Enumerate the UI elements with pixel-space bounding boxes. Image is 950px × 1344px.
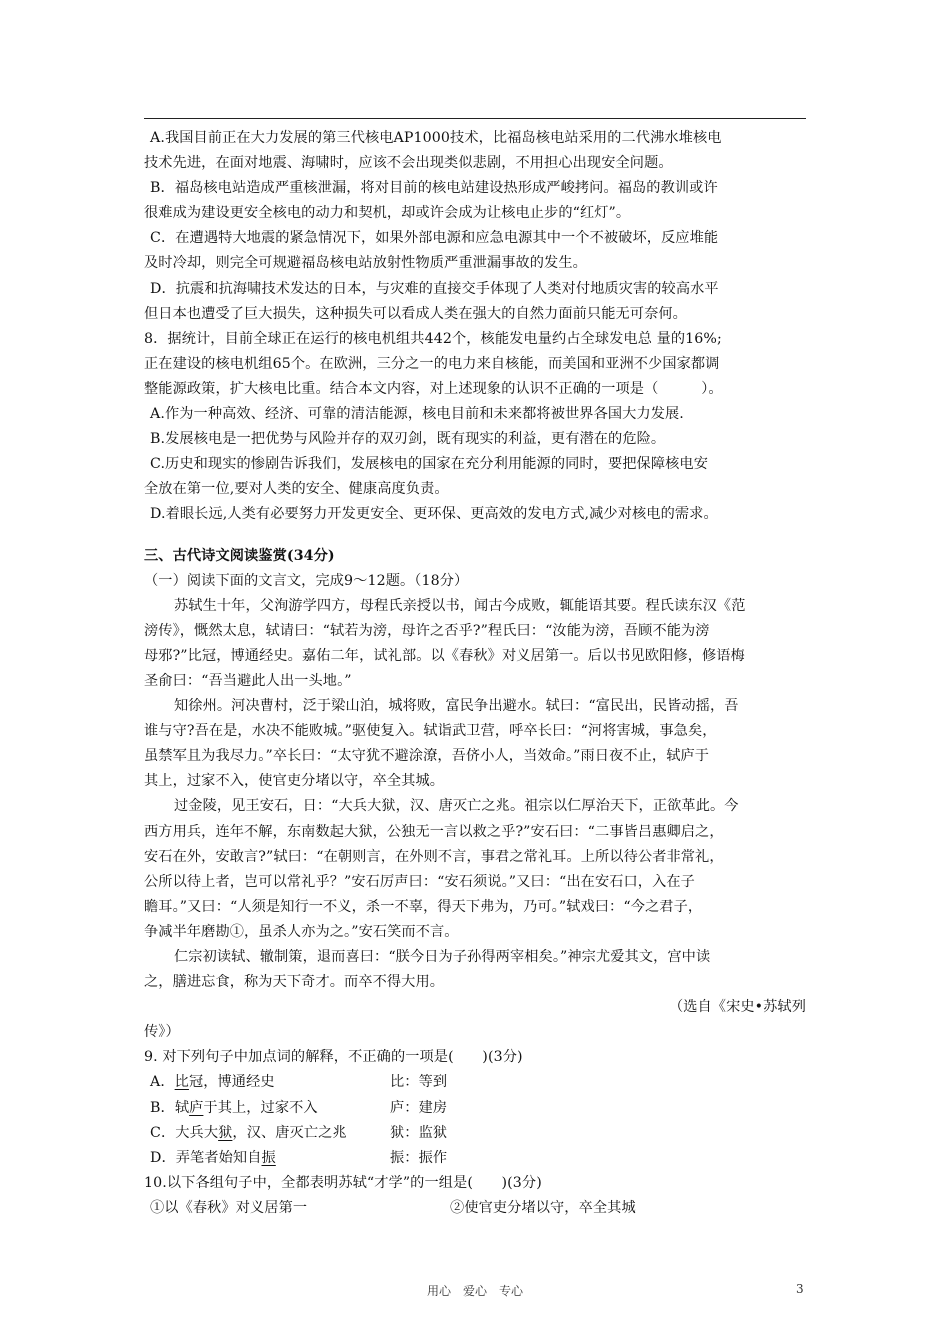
passage-line: 知徐州。河决曹村，泛于梁山泊，城将败，富民争出避水。轼曰：“富民出，民皆动摇，吾 — [174, 698, 739, 715]
q8 — [144, 327, 806, 528]
passage-line: 母邪?”比冠，博通经史。嘉佑二年，试礼部。以《春秋》对义居第一。后以书见欧阳修，修语梅 — [144, 647, 745, 664]
page-number: 3 — [796, 1282, 804, 1296]
dotted-word: 比 — [174, 1074, 189, 1091]
q10-items — [144, 1196, 806, 1221]
passage-line: 仁宗初读轼、辙制策，退而喜曰：“朕今日为子孙得两宰相矣。”神宗尤爱其文，宫中读 — [174, 949, 711, 965]
passage-line: 安石在外，安敢言?”轼曰：“在朝则言，在外则不言，事君之常礼耳。上所以待公者非常礼， — [144, 848, 724, 865]
q9-stem: 9. 对下列句子中加点词的解释，不正确的一项是( )(3分) — [144, 1049, 523, 1066]
q9-option-a — [144, 1070, 806, 1095]
q9-option-d — [144, 1146, 806, 1171]
page-footer: 用心 爱心 专心 — [426, 1284, 523, 1298]
option-text: C．大兵大 — [150, 1124, 219, 1141]
passage-line: 瞻耳。”又曰：“人须是知行一不义，杀一不辜，得天下弗为，乃可。”轼戏曰：“今之君子， — [144, 898, 703, 915]
passage-line: 西方用兵，连年不解，东南数起大狱，公独无一言以救之乎?”安石曰：“二事皆吕惠卿启之， — [144, 823, 724, 840]
q10-item-1: ①以《春秋》对义居第一 — [150, 1199, 308, 1216]
passage-line: 之，膳进忘食，称为天下奇才。而卒不得大用。 — [144, 974, 445, 991]
option-text: A． — [150, 1074, 175, 1091]
q7-line: 技术先进，在面对地震、海啸时，应该不会出现类似悲剧，不用担心出现安全问题。 — [144, 155, 673, 172]
page-content — [144, 126, 806, 1221]
q8-option: B.发展核电是一把优势与风险并存的双刃剑，既有现实的利益，更有潜在的危险。 — [150, 431, 666, 448]
q8-option: C.历史和现实的惨剧告诉我们，发展核电的国家在充分利用能源的同时，要把保障核电安 — [150, 456, 708, 473]
option-text: 冠，博通经史 — [188, 1074, 275, 1091]
q7-line: D．抗震和抗海啸技术发达的日本，与灾难的直接交手体现了人类对付地质灾害的较高水平 — [150, 280, 719, 297]
q8-stem-line: 正在建设的核电机组65个。在欧洲，三分之一的电力来自核能，而美国和亚洲不少国家都调 — [144, 355, 720, 372]
header-rule — [144, 118, 806, 119]
section-title: 三、古代诗文阅读鉴赏(34分) — [144, 547, 335, 564]
passage-source: （选自《宋史•苏轼列 — [668, 999, 806, 1016]
option-explanation: 狱：监狱 — [390, 1124, 448, 1141]
dotted-word: 狱 — [218, 1124, 233, 1141]
passage-line: 谁与守?吾在是，水决不能败城。”驱使复入。轼诣武卫营，呼卒长曰：“河将害城，事急矣， — [144, 723, 717, 740]
option-explanation: 振：振作 — [390, 1149, 448, 1166]
dotted-word: 庐 — [189, 1099, 204, 1116]
q8-stem-line: 整能源政策，扩大核电比重。结合本文内容，对上述现象的认识不正确的一项是（ ）。 — [144, 380, 723, 397]
option-text: B．轼 — [150, 1099, 190, 1116]
section-subtitle: （一）阅读下面的文言文，完成9～12题。（18分） — [144, 572, 469, 589]
passage-line: 争减半年磨勘①，虽杀人亦为之。”安石笑而不言。 — [144, 923, 459, 940]
q7-line: 但日本也遭受了巨大损失，这种损失可以看成人类在强大的自然力面前只能无可奈何。 — [144, 305, 687, 322]
passage-line: 滂传》，慨然太息，轼请曰：“轼若为滂，母许之否乎?”程氏曰：“汝能为滂，吾顾不能为滂 — [144, 622, 710, 639]
q7-line: 及时冷却，则完全可规避福岛核电站放射性物质严重泄漏事故的发生。 — [144, 255, 587, 272]
q7-line: A.我国目前正在大力发展的第三代核电AP1000技术，比福岛核电站采用的二代沸水堆核电 — [150, 130, 722, 146]
option-text: ，汉、唐灭亡之兆 — [232, 1124, 347, 1141]
q7-line: 很难成为建设更安全核电的动力和契机，却或许会成为让核电止步的“红灯”。 — [144, 205, 631, 222]
q7-line: B．福岛核电站造成严重核泄漏，将对目前的核电站建设热形成严峻拷问。福岛的教训或许 — [150, 180, 718, 197]
passage-line: 虽禁军且为我尽力。”卒长曰：“太守犹不避涂潦，吾侪小人，当效命。”雨日夜不止，轼庐于 — [144, 748, 710, 765]
q8-option: A.作为一种高效、经济、可靠的清洁能源，核电目前和未来都将被世界各国大力发展. — [150, 406, 684, 423]
classical-passage — [144, 594, 806, 1046]
option-text: 于其上，过家不入 — [203, 1099, 318, 1116]
q7-options — [144, 126, 806, 327]
option-explanation: 比：等到 — [390, 1074, 448, 1091]
passage-source-cont: 传》） — [144, 1024, 180, 1041]
passage-line: 苏轼生十年，父洵游学四方，母程氏亲授以书，闻古今成败，辄能语其要。程氏读东汉《范 — [174, 597, 746, 614]
passage-line: 其上，过家不入，使官吏分堵以守，卒全其城。 — [144, 773, 445, 790]
q9-option-b — [144, 1096, 806, 1121]
q10-item-2: ②使官吏分堵以守，卒全其城 — [450, 1199, 636, 1216]
passage-line: 圣俞曰：“吾当避此人出一头地。” — [144, 672, 352, 689]
option-explanation: 庐：建房 — [390, 1099, 448, 1116]
q8-option: D.着眼长远,人类有必要努力开发更安全、更环保、更高效的发电方式,减少对核电的需求。 — [150, 506, 718, 523]
passage-line: 过金陵，见王安石，日：“大兵大狱，汉、唐灭亡之兆。祖宗以仁厚治天下，正欲革此。今 — [174, 798, 739, 815]
dotted-word: 振 — [261, 1149, 276, 1166]
q9 — [144, 1045, 806, 1170]
q10 — [144, 1171, 806, 1221]
option-text: D．弄笔者始知自 — [150, 1149, 262, 1166]
q7-line: C．在遭遇特大地震的紧急情况下，如果外部电源和应急电源其中一个不被破坏，反应堆能 — [150, 230, 719, 247]
q10-stem: 10.以下各组句子中，全都表明苏轼“才学”的一组是( )(3分) — [144, 1174, 542, 1191]
q8-stem-line: 8．据统计，目前全球正在运行的核电机组共442个，核能发电量约占全球发电总 量的16%; — [144, 330, 722, 347]
passage-line: 公所以待上者，岂可以常礼乎？”安石厉声曰：“安石须说。”又曰：“出在安石口，入在子 — [144, 873, 695, 890]
q8-option: 全放在第一位,要对人类的安全、健康高度负责。 — [144, 481, 449, 498]
q9-option-c — [144, 1121, 806, 1146]
